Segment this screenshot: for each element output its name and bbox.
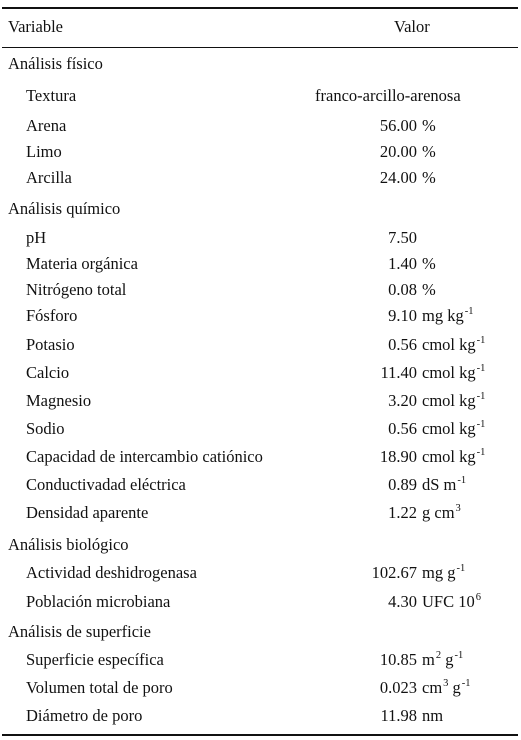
row-label: Arcilla	[26, 168, 72, 187]
section-title: Análisis físico	[8, 54, 103, 73]
row-unit	[422, 592, 481, 615]
row-unit	[422, 280, 436, 300]
unit-text: %	[422, 116, 436, 135]
unit-text: %	[422, 280, 436, 299]
row-value: 0.56	[388, 419, 417, 438]
row-label: Potasio	[26, 335, 75, 354]
row-unit	[422, 363, 485, 386]
unit-exponent: 3	[455, 503, 461, 514]
row-label: Conductivadad eléctrica	[26, 475, 186, 494]
row-label: Sodio	[26, 419, 65, 438]
row-unit	[422, 447, 485, 470]
row-value: franco-arcillo-arenosa	[315, 86, 461, 105]
row-unit	[422, 306, 473, 329]
row-value: 24.00	[379, 168, 417, 187]
row-label: Nitrógeno total	[26, 280, 127, 299]
row-label: pH	[26, 228, 47, 247]
header-rule	[2, 47, 518, 48]
unit-text: cmol kg	[422, 391, 476, 410]
row-label: Calcio	[26, 363, 70, 382]
unit-exponent: 6	[475, 592, 481, 603]
row-value: 0.023	[379, 678, 417, 697]
row-label: Magnesio	[26, 391, 92, 410]
row-unit	[422, 116, 436, 136]
row-label: Volumen total de poro	[26, 678, 173, 697]
row-unit	[422, 678, 471, 701]
unit-text: cmol kg	[422, 363, 476, 382]
unit-exponent: 3	[443, 678, 449, 689]
row-label: Fósforo	[26, 306, 78, 325]
row-label: Diámetro de poro	[26, 706, 143, 725]
unit-text: UFC 10	[422, 592, 475, 611]
row-label: Población microbiana	[26, 592, 171, 611]
unit-exponent: -1	[464, 306, 474, 317]
row-label: Superficie específica	[26, 650, 164, 669]
section-title: Análisis biológico	[8, 535, 129, 554]
unit-text: nm	[422, 706, 444, 725]
row-value: 1.40	[388, 254, 417, 273]
row-label: Densidad aparente	[26, 503, 149, 522]
unit-exponent: -1	[476, 447, 486, 458]
unit-text: mg kg	[422, 306, 464, 325]
row-unit	[422, 419, 485, 442]
row-value: 7.50	[388, 228, 417, 247]
row-value: 18.90	[379, 447, 417, 466]
column-header-valor: Valor	[394, 17, 430, 36]
unit-text: mg g	[422, 563, 456, 582]
row-unit	[422, 335, 485, 358]
row-unit	[422, 475, 466, 498]
row-unit	[422, 391, 485, 414]
row-unit	[422, 706, 443, 726]
row-value: 0.89	[388, 475, 417, 494]
unit-text: cm	[422, 678, 443, 697]
unit-text: cmol kg	[422, 419, 476, 438]
row-value: 0.56	[388, 335, 417, 354]
row-value: 4.30	[388, 592, 417, 611]
row-label: Arena	[26, 116, 67, 135]
row-label: Materia orgánica	[26, 254, 138, 273]
row-value: 10.85	[379, 650, 417, 669]
unit-text: %	[422, 142, 436, 161]
unit-exponent: -1	[457, 475, 467, 486]
section-title: Análisis químico	[8, 199, 121, 218]
row-unit	[422, 254, 436, 274]
row-unit	[422, 503, 461, 526]
unit-exponent: -1	[476, 419, 486, 430]
row-value: 11.40	[380, 363, 417, 382]
row-unit	[422, 650, 463, 673]
unit-text: dS m	[422, 475, 457, 494]
row-unit	[422, 168, 436, 188]
unit-exponent: -1	[476, 335, 486, 346]
unit-exponent-2: -1	[461, 678, 471, 689]
row-label: Actividad deshidrogenasa	[26, 563, 197, 582]
row-label: Limo	[26, 142, 62, 161]
unit-text: cmol kg	[422, 335, 476, 354]
unit-text: %	[422, 168, 436, 187]
row-value: 1.22	[388, 503, 417, 522]
unit-exponent-2: -1	[454, 650, 464, 661]
row-unit	[422, 142, 436, 162]
column-header-variable: Variable	[8, 17, 63, 36]
unit-text: m	[422, 650, 435, 669]
unit-exponent: -1	[456, 563, 466, 574]
unit-text-2: g	[452, 678, 461, 697]
row-value: 102.67	[371, 563, 417, 582]
unit-text: cmol kg	[422, 447, 476, 466]
table-bottom-rule	[2, 734, 518, 736]
row-value: 0.08	[388, 280, 417, 299]
row-unit	[422, 563, 465, 586]
unit-exponent: -1	[476, 363, 486, 374]
row-value: 56.00	[379, 116, 417, 135]
unit-text: %	[422, 254, 436, 273]
section-title: Análisis de superficie	[8, 622, 151, 641]
row-value: 3.20	[388, 391, 417, 410]
unit-text-2: g	[445, 650, 454, 669]
unit-text: g cm	[422, 503, 455, 522]
row-label: Capacidad de intercambio catiónico	[26, 447, 263, 466]
row-value: 20.00	[379, 142, 417, 161]
row-value: 9.10	[388, 306, 417, 325]
table-top-rule	[2, 7, 518, 9]
row-value: 11.98	[380, 706, 417, 725]
row-label: Textura	[26, 86, 77, 105]
unit-exponent: -1	[476, 391, 486, 402]
unit-exponent: 2	[435, 650, 442, 661]
